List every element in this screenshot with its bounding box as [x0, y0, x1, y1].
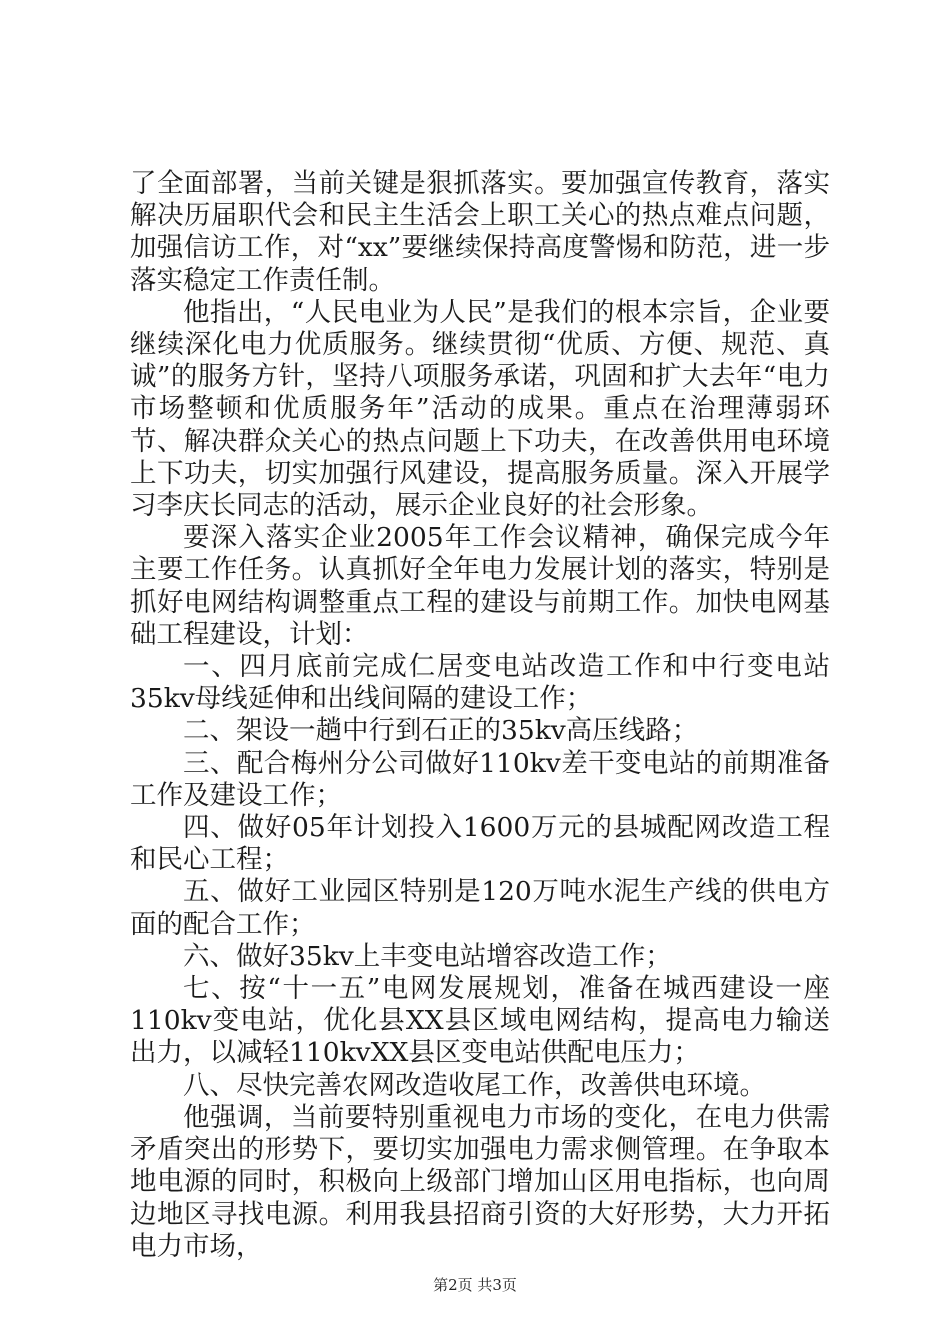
plan-item-6: 六、做好35kv上丰变电站增容改造工作；	[183, 940, 672, 972]
paragraph-plan-intro: 要深入落实企业2005年工作会议精神，确保完成今年主要工作任务。认真抓好全年电力发展计划的落实，特别是抓好电网结构调整重点工程的建设与前期工作。加快电网基础工程建设，计划：	[130, 522, 830, 650]
paragraph-service: 他指出，“人民电业为人民”是我们的根本宗旨，企业要继续深化电力优质服务。继续贯彻“优质、方便、规范、真诚”的服务方针，坚持八项服务承诺，巩固和扩大去年“电力市场整顿和优质服务年”活动的成果。重点在治理薄弱环节、解决群众关心的热点问题上下功夫，在改善供用电环境上下功夫，切实加强行风建设，提高服务质量。深入开展学习李庆长同志的活动，展示企业良好的社会形象。	[130, 296, 830, 522]
plan-item-3: 三、配合梅州分公司做好110kv差干变电站的前期准备工作及建设工作；	[130, 747, 830, 811]
plan-item-2: 二、架设一趟中行到石正的35kv高压线路；	[183, 715, 699, 747]
page-number: 第2页 共3页	[433, 1276, 517, 1294]
body-text	[130, 168, 830, 1263]
plan-item-4: 四、做好05年计划投入1600万元的县城配网改造工程和民心工程；	[130, 812, 830, 876]
paragraph-emphasis: 他强调，当前要特别重视电力市场的变化，在电力供需矛盾突出的形势下，要切实加强电力需求侧管理。在争取本地电源的同时，积极向上级部门增加山区用电指标，也向周边地区寻找电源。利用我县招商引资的大好形势，大力开拓电力市场，	[130, 1101, 830, 1262]
paragraph-continuation: 了全面部署，当前关键是狠抓落实。要加强宣传教育，落实解决历届职代会和民主生活会上职工关心的热点难点问题，加强信访工作，对“xx”要继续保持高度警惕和防范，进一步落实稳定工作责任制。	[130, 168, 830, 296]
plan-item-5: 五、做好工业园区特别是120万吨水泥生产线的供电方面的配合工作；	[130, 876, 830, 940]
plan-item-7: 七、按“十一五”电网发展规划，准备在城西建设一座110kv变电站，优化县XX县区域电网结构，提高电力输送出力，以减轻110kvXX县区变电站供配电压力；	[130, 973, 830, 1069]
plan-item-1: 一、四月底前完成仁居变电站改造工作和中行变电站35kv母线延伸和出线间隔的建设工作；	[130, 651, 830, 715]
plan-item-8: 八、尽快完善农网改造收尾工作，改善供电环境。	[183, 1069, 766, 1101]
